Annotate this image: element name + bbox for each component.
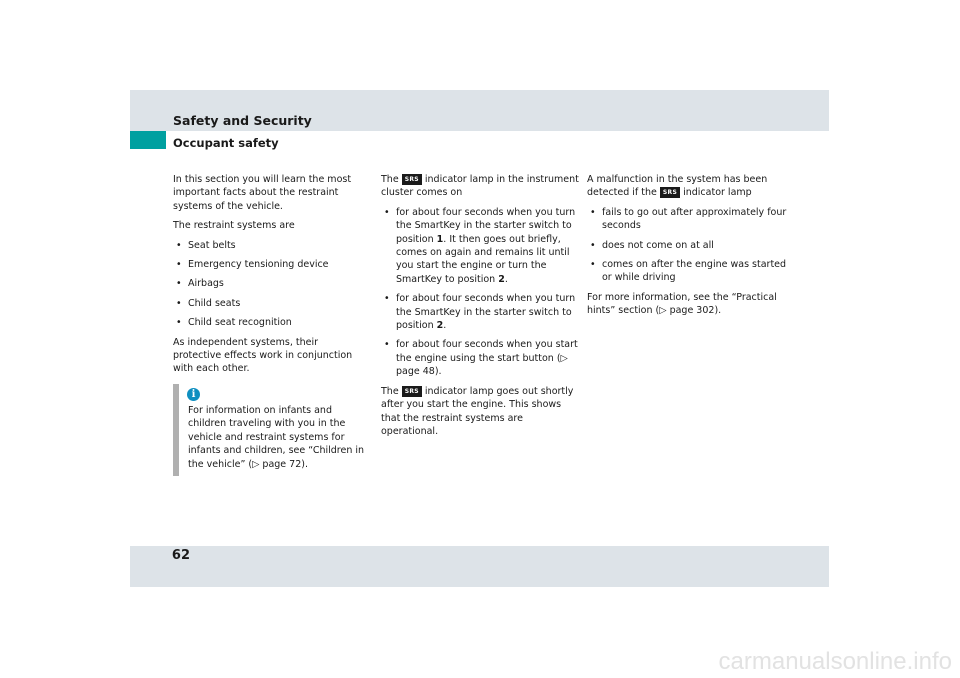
more-info-paragraph: For more information, see the “Practical hints” section (▷ page 302). <box>587 291 777 317</box>
malfunction-list <box>587 206 787 285</box>
srs-indicator-icon: SRS <box>402 386 422 397</box>
list-item: • for about four seconds when you turn the SmartKey in the starter switch to position 2. <box>384 293 576 332</box>
watermark: carmanualsonline.info <box>718 648 952 675</box>
subsection-title: Occupant safety <box>173 136 279 150</box>
srs-indicator-icon: SRS <box>402 174 422 185</box>
info-bar <box>173 384 179 476</box>
list-item: • Seat belts <box>176 239 236 251</box>
column-3 <box>587 173 787 324</box>
restraint-systems-list <box>173 239 368 330</box>
info-icon: i <box>187 388 200 401</box>
footer-band <box>130 546 829 587</box>
srs-conditions-list <box>381 206 581 379</box>
intro-paragraph: In this section you will learn the most important facts about the restraint systems of the vehicle. <box>173 174 352 212</box>
list-item: • for about four seconds when you turn the SmartKey in the starter switch to position 1. It then goes out briefly, comes on again and remains lit until you start the engine or turn the SmartKey to position 2. <box>384 206 576 285</box>
srs-paragraph-2: The SRS indicator lamp goes out shortly after you start the engine. This shows that the restraint systems are operational. <box>381 385 574 437</box>
list-item: • Child seats <box>176 297 241 309</box>
info-box <box>173 384 369 476</box>
list-item: • Emergency tensioning device <box>176 259 329 271</box>
page-number: 62 <box>171 548 190 563</box>
list-item: • does not come on at all <box>590 239 714 251</box>
info-text: For information on infants and children traveling with you in the vehicle and restraint systems for infants and children, see “Children in the vehicle” (▷ page 72). <box>188 405 365 470</box>
srs-paragraph-1: The SRS indicator lamp in the instrument cluster comes on <box>381 174 579 199</box>
list-item: • for about four seconds when you start the engine using the start button (▷ page 48). <box>384 339 578 378</box>
column-1 <box>173 173 368 382</box>
list-intro: The restraint systems are <box>173 220 295 232</box>
outro-paragraph: As independent systems, their protective effects work in conjunction with each other. <box>173 336 353 375</box>
list-item: • fails to go out after approximately four seconds <box>590 206 787 232</box>
column-2 <box>381 173 581 444</box>
list-item: • Child seat recognition <box>176 317 292 329</box>
malfunction-paragraph: A malfunction in the system has been detected if the SRS indicator lamp <box>587 174 768 199</box>
accent-tab <box>130 131 166 149</box>
section-title: Safety and Security <box>173 113 312 128</box>
list-item: • comes on after the engine was started or while driving <box>590 259 787 284</box>
list-item: • Airbags <box>176 278 224 290</box>
srs-indicator-icon: SRS <box>660 187 680 198</box>
